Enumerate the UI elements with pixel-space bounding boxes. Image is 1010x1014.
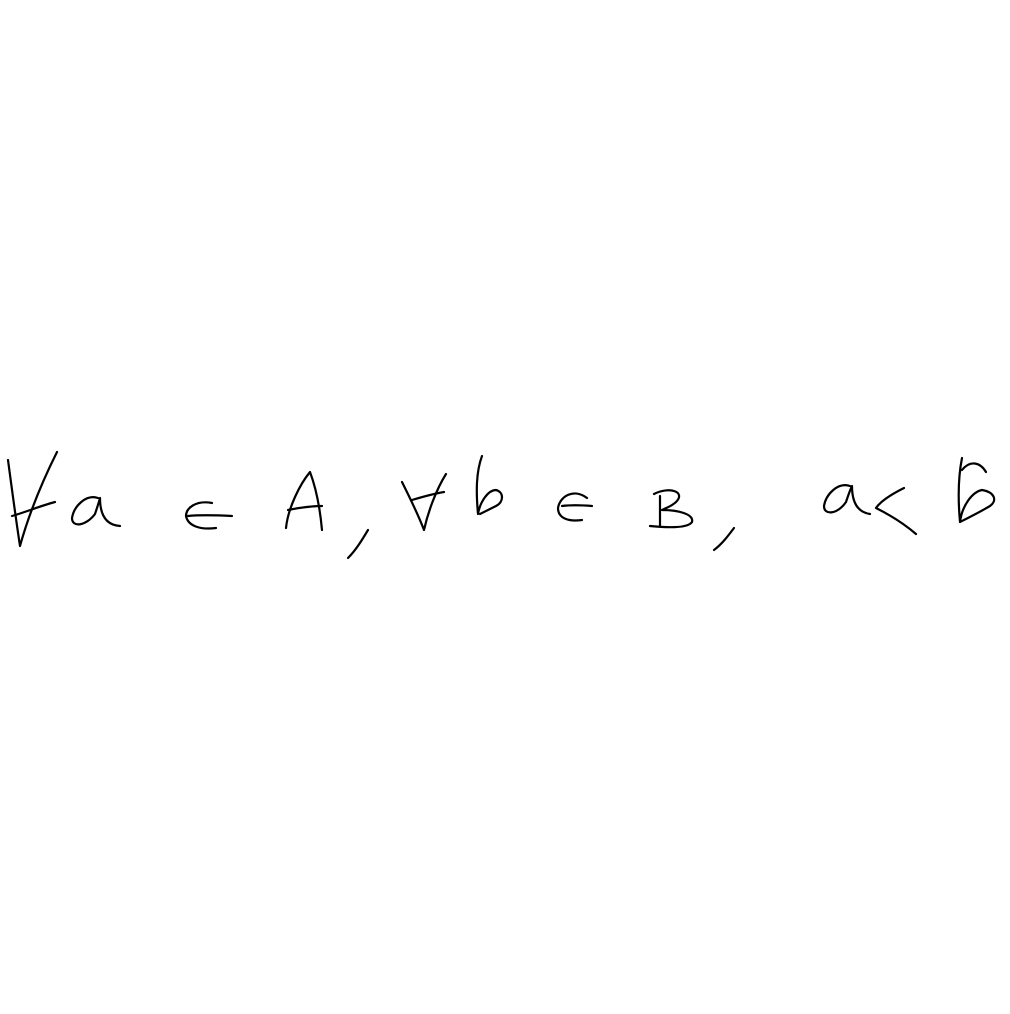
forall-symbol-1 [8,452,57,546]
letter-b-1 [477,456,502,514]
letter-a-2 [824,485,870,514]
letter-B [650,490,692,527]
letter-b-2 [959,458,994,522]
letter-A [286,472,322,530]
letter-a-1 [72,497,120,526]
less-than-symbol [876,488,916,534]
element-of-symbol-2 [558,493,592,520]
forall-symbol-2 [402,474,446,530]
element-of-symbol-1 [186,502,232,528]
comma-2 [714,528,734,550]
comma-1 [348,530,368,558]
